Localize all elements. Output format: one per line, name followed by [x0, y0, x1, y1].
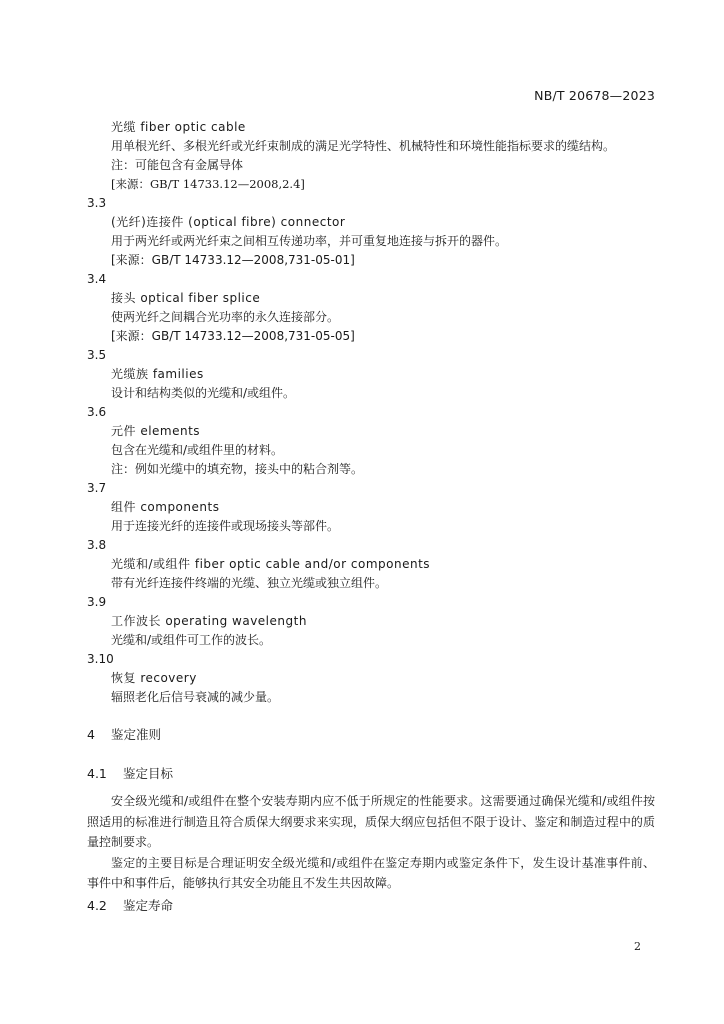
term-definition: 设计和结构类似的光缆和/或组件。: [111, 386, 296, 400]
term-title: 光缆 fiber optic cable: [111, 120, 246, 134]
term-source: [来源：GB/T 14733.12—2008,2.4]: [111, 177, 305, 191]
subsection-number: 4.2: [87, 898, 107, 913]
subsection-heading: [87, 764, 173, 782]
term-note: 注：可能包含有金属导体: [111, 158, 244, 172]
entry-number: 3.6: [87, 405, 107, 419]
term-definition: 带有光纤连接件终端的光缆、独立光缆或独立组件。: [111, 576, 388, 590]
page-number: 2: [634, 940, 641, 953]
term-title: 元件 elements: [111, 424, 201, 438]
term-title: (光纤)连接件 (optical fibre) connector: [111, 215, 346, 229]
term-title: 恢复 recovery: [111, 671, 197, 685]
term-title: 工作波长 operating wavelength: [111, 614, 307, 628]
paragraph: 安全级光缆和/或组件在整个安装寿期内应不低于所规定的性能要求。这需要通过确保光缆和/或组件按照适用的标准进行制造且符合质保大纲要求来实现，质保大纲应包括但不限于设计、鉴定和制造过程中的质量控制要求。: [87, 794, 655, 849]
terms-list: [87, 118, 667, 707]
entry-number: 3.7: [87, 481, 107, 495]
subsection-title: 鉴定目标: [122, 766, 173, 781]
term-title: 组件 components: [111, 500, 220, 514]
paragraph: 鉴定的主要目标是合理证明安全级光缆和/或组件在鉴定寿期内或鉴定条件下，发生设计基准事件前、事件中和事件后，能够执行其安全功能且不发生共因故障。: [87, 855, 655, 890]
term-definition: 用单根光纤、多根光纤或光纤束制成的满足光学特性、机械特性和环境性能指标要求的缆结构。: [111, 139, 616, 153]
term-title: 光缆和/或组件 fiber optic cable and/or components: [111, 557, 431, 571]
entry-number: 3.9: [87, 595, 107, 609]
term-definition: 光缆和/或组件可工作的波长。: [111, 633, 272, 647]
subsection-number: 4.1: [87, 766, 107, 781]
term-title: 接头 optical fiber splice: [111, 291, 261, 305]
term-note: 注：例如光缆中的填充物，接头中的粘合剂等。: [111, 462, 364, 476]
term-source: [来源：GB/T 14733.12—2008,731-05-01]: [111, 253, 355, 267]
term-title: 光缆族 families: [111, 367, 204, 381]
subsection-heading: [87, 896, 173, 914]
term-definition: 包含在光缆和/或组件里的材料。: [111, 443, 284, 457]
entry-number: 3.4: [87, 272, 107, 286]
term-definition: 用于连接光纤的连接件或现场接头等部件。: [111, 519, 340, 533]
entry-number: 3.8: [87, 538, 107, 552]
entry-number: 3.10: [87, 652, 114, 666]
entry-number: 3.5: [87, 348, 107, 362]
term-source: [来源：GB/T 14733.12—2008,731-05-05]: [111, 329, 355, 343]
subsection-title: 鉴定寿命: [122, 898, 173, 913]
term-definition: 用于两光纤或两光纤束之间相互传递功率，并可重复地连接与拆开的器件。: [111, 234, 508, 248]
document-code: NB/T 20678—2023: [534, 88, 655, 103]
body-paragraphs: [87, 791, 655, 894]
section-title: 鉴定准则: [110, 727, 161, 742]
section-number: 4: [87, 727, 95, 742]
term-definition: 使两光纤之间耦合光功率的永久连接部分。: [111, 310, 340, 324]
entry-number: 3.3: [87, 196, 107, 210]
term-definition: 辐照老化后信号衰减的减少量。: [111, 690, 280, 704]
section-heading: [87, 725, 161, 743]
